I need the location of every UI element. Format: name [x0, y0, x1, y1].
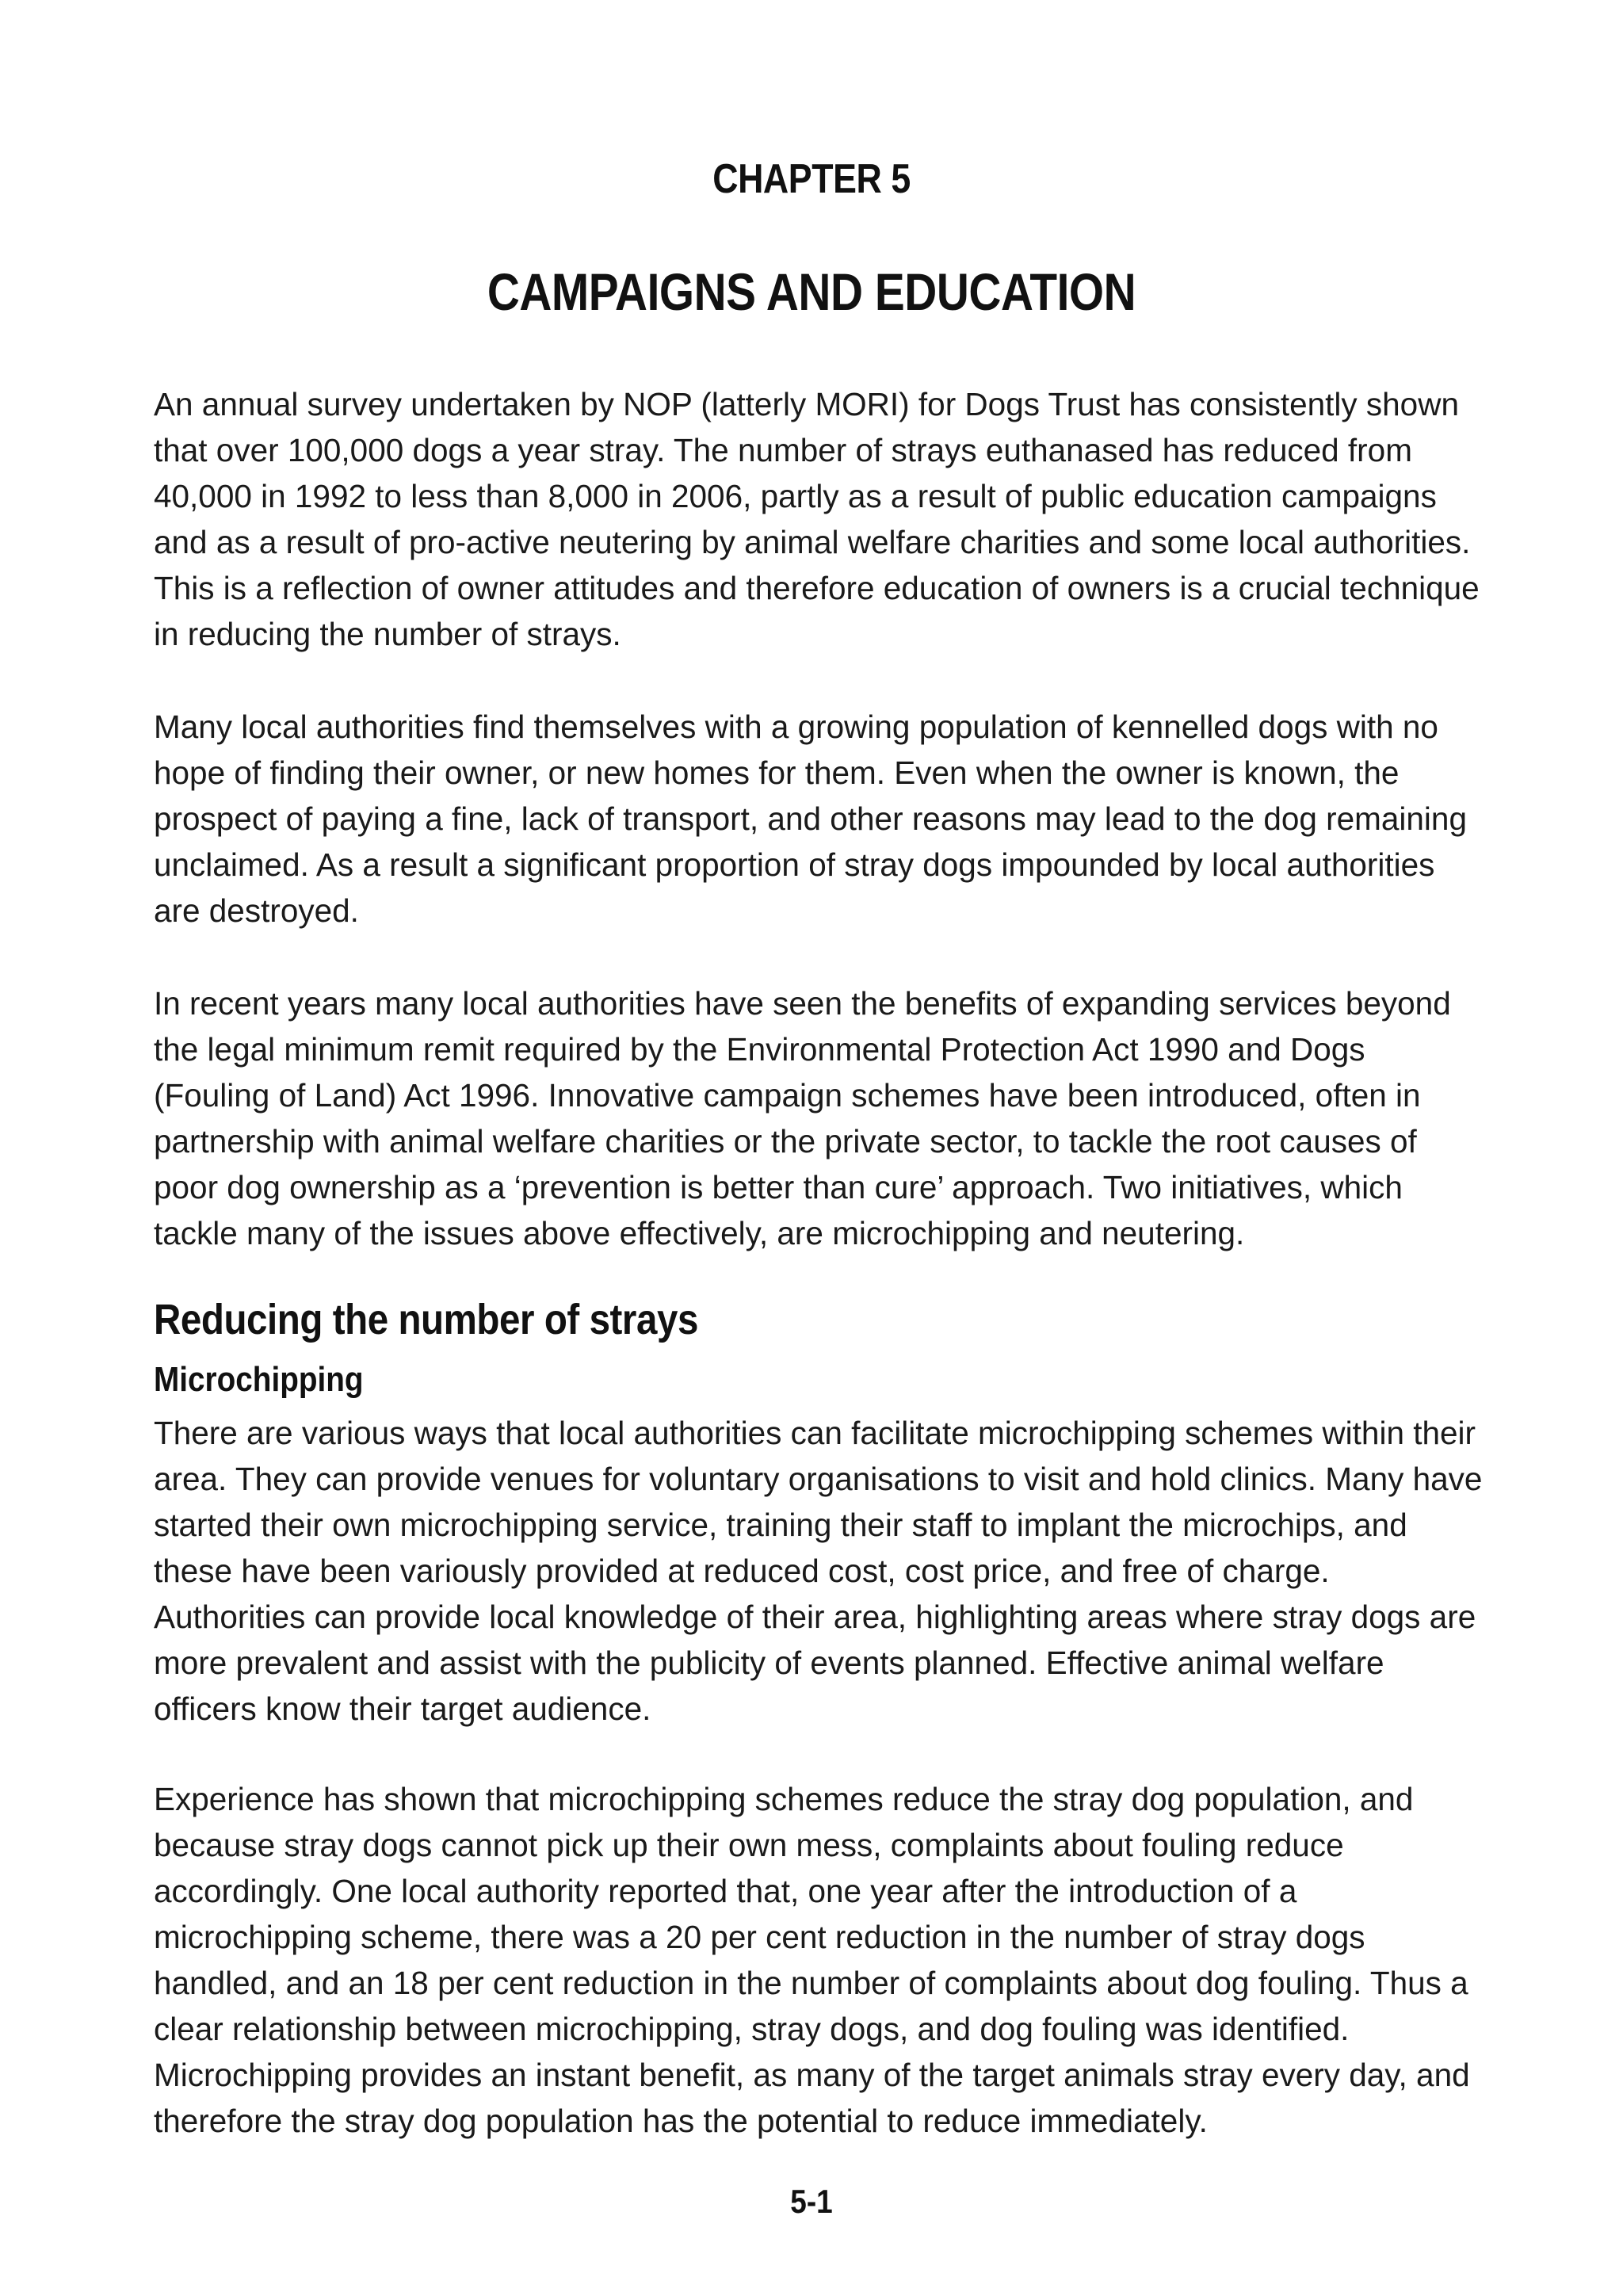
body-paragraph: An annual survey undertaken by NOP (latterly MORI) for Dogs Trust has consistently shown that over 100,000 dogs a year stray. The number of strays euthanased has reduced from 40,000 in 1992 to less than 8,000 in 2006, partly as a result of public education campaigns and as a result of pro-active neutering by animal welfare charities and some local authorities. This is a reflection of owner attitudes and therefore education of owners is a crucial technique in reducing the number of strays. — [154, 386, 1480, 652]
body-paragraph: There are various ways that local authorities can facilitate microchipping schemes within their area. They can provide venues for voluntary organisations to visit and hold clinics. Many have started their own microchipping service, training their staff to implant the microchips, and these have been variously provided at reduced cost, cost price, and free of charge. Authorities can provide local knowledge of their area, highlighting areas where stray dogs are more prevalent and assist with the publicity of events planned. Effective animal welfare officers know their target audience. — [154, 1415, 1483, 1727]
body-paragraph: In recent years many local authorities have seen the benefits of expanding services beyond the legal minimum remit required by the Environmental Protection Act 1990 and Dogs (Fouling of Land) Act 1996. Innovative campaign schemes have been introduced, often in partnership with animal welfare charities or the private sector, to tackle the root causes of poor dog ownership as a ‘prevention is better than cure’ approach. Two initiatives, which tackle many of the issues above effectively, are microchipping and neutering. — [154, 985, 1451, 1251]
chapter-label: CHAPTER 5 — [712, 156, 911, 202]
chapter-title: CAMPAIGNS AND EDUCATION — [487, 262, 1136, 321]
section-heading: Reducing the number of strays — [154, 1296, 698, 1343]
body-paragraph: Many local authorities find themselves with a growing population of kennelled dogs with no hope of finding their owner, or new homes for them. Even when the owner is known, the prospect of paying a fine, lack of transport, and other reasons may lead to the dog remaining unclaimed. As a result a significant proportion of stray dogs impounded by local authorities are destroyed. — [154, 709, 1467, 929]
sub-heading: Microchipping — [154, 1360, 364, 1399]
page-number: 5-1 — [790, 2183, 833, 2220]
body-paragraph: Experience has shown that microchipping schemes reduce the stray dog population, and because stray dogs cannot pick up their own mess, complaints about fouling reduce accordingly. One local authority reported that, one year after the introduction of a microchipping scheme, there was a 20 per cent reduction in the number of stray dogs handled, and an 18 per cent reduction in the number of complaints about dog fouling. Thus a clear relationship between microchipping, stray dogs, and dog fouling was identified. Microchipping provides an instant benefit, as many of the target animals stray every day, and therefore the stray dog population has the potential to reduce immediately. — [154, 1781, 1470, 2139]
